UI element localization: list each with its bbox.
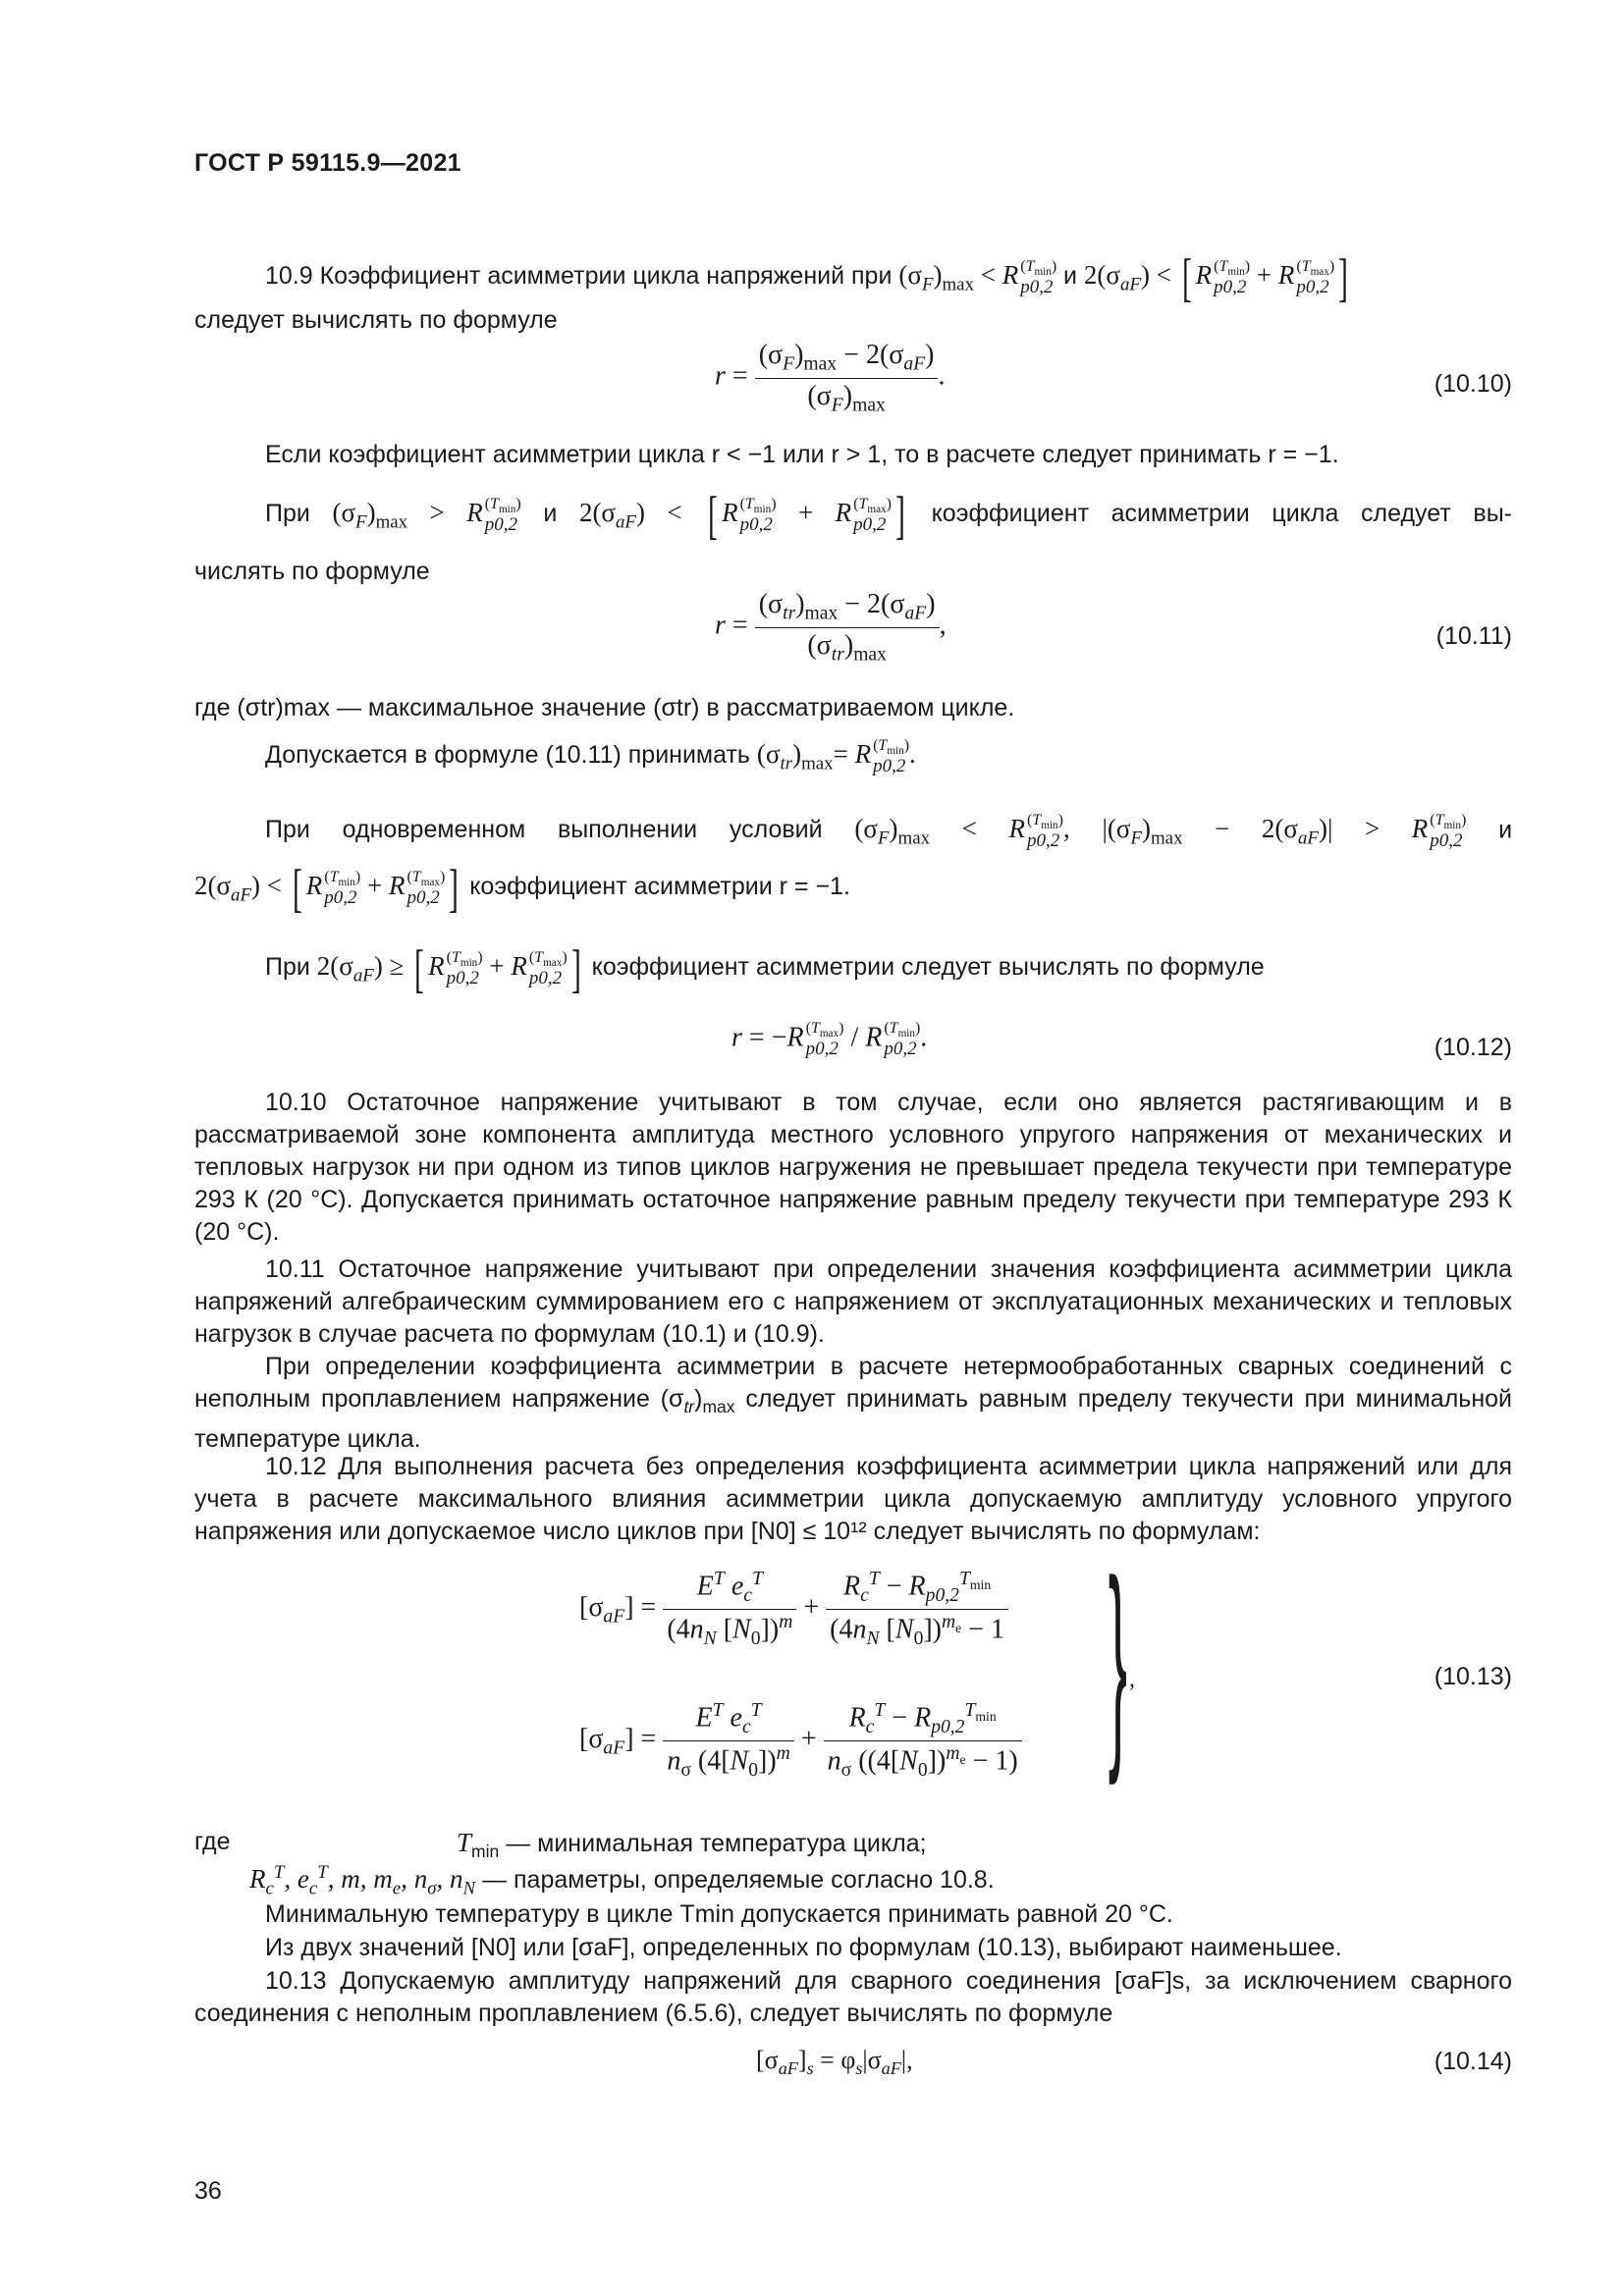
equation-number-10-12: (10.12) <box>1434 1034 1512 1061</box>
where-params: $R_c^T$, $e_c^T$, m, $m_e$, $n_\sigma$, $n_N$ — параметры, определяемые согласно 10.8. <box>249 1862 995 1899</box>
para-10-9-line1: 10.9 Коэффициент асимметрии цикла напряжений при $(\sigma_F)_{max} < R$ $(T_{min})$ p0,2 и $2(\sigma_{aF})$ < [ R $(T_{min})$ p0,2 + R $(T_{max})$ p0,2 ] <box>194 251 1512 304</box>
para-10-10: 10.10 Остаточное напряжение учитывают в том случае, если оно является растягивающим и в рассматриваемой зоне компонента амплитуда местного условного упругого напряжения от механических и тепловых нагрузок ни при одном из типов циклов нагружения не превышает предела текучести при температуре 293 К (20 °С). Допускается принимать остаточное напряжение равным пределу текучести при температуре 293 К (20 °С). <box>194 1089 1512 1246</box>
equation-number-10-14: (10.14) <box>1434 2048 1512 2075</box>
equation-10-13-row2: $[\sigma_{aF}]$ = $\frac{E^T e_c^T}{n_\sigma (4[N_0])^m}$ + $\frac{R_c^T - R_{p0,2}^{T_{min}}}{n_\sigma ((4[N_0])^{m_e} - 1)}$ <box>579 1700 1022 1782</box>
para-10-12: 10.12 Для выполнения расчета без определения коэффициента асимметрии цикла напряжений или для учета в расчете максимального влияния асимметрии цикла допускаемую амплитуду условного упругого напряжения или допускаемое число циклов при [N0] ≤ 10¹² следует вычислять по формулам: <box>194 1453 1512 1545</box>
page-number: 36 <box>194 2177 222 2205</box>
para-if-r: Если коэффициент асимметрии цикла r < −1 или r > 1, то в расчете следует принимать r = −1. <box>265 441 1339 468</box>
equation-number-10-13: (10.13) <box>1434 1663 1512 1690</box>
para-when-line2: числять по формуле <box>194 558 430 585</box>
para-10-9-line2: следует вычислять по формуле <box>194 306 558 334</box>
system-comma: , <box>1129 1667 1135 1692</box>
para-simult-line2: $2(\sigma_{aF})$ < [ R $(T_{min})$ p0,2 + R $(T_{max})$ p0,2 ] коэффициент асимметрии r = −1. <box>194 859 850 918</box>
para-10-11: 10.11 Остаточное напряжение учитывают при определении значения коэффициента асимметрии цикла напряжений алгебраическим суммированием его с напряжением от эксплуатационных механических и тепловых нагрузок в случае расчета по формулам (10.1) и (10.9). <box>194 1255 1512 1348</box>
para-where-tr: где (σtr)max — максимальное значение (σtr) в рассматриваемом цикле. <box>194 694 1015 721</box>
para-when-line1: При $(\sigma_F)_{max} > R$ $(T_{min})$ p0,2 и $2(\sigma_{aF})$ < [ R $(T_{min})$ p0,2 + R $(T_{max})$ p0,2 ] коэффициент асимметрии цикла следует вы- <box>265 486 1512 545</box>
para-when2: При $2(\sigma_{aF})$ ≥ [ R $(T_{min})$ p0,2 + R $(T_{max})$ p0,2 ] коэффициент асимметрии следует вычислять по формуле <box>265 939 1265 998</box>
para-allowed: Допускается в формуле (10.11) принимать $(\sigma_{tr})_{max}= R$ $(T_{min})$ p0,2 . <box>265 737 916 777</box>
equation-10-10: r = $\frac{(\sigma_F)_{max} - 2(\sigma_{aF})}{(\sigma_F)_{max}}$ . <box>715 340 946 416</box>
document-header: ГОСТ Р 59115.9—2021 <box>194 149 461 177</box>
para-min-temp: Минимальную температуру в цикле Tmin допускается принимать равной 20 °С. <box>265 1900 1173 1928</box>
cond-sigmaF-lt-R: $(\sigma_F)_{max} < R$ $(T_{min})$ p0,2 <box>898 257 1057 298</box>
para-10-11-b: При определении коэффициента асимметрии в расчете нетермообработанных сварных соединений с неполным проплавлением напряжение $(\sigma_{tr})_{max}$ следует принимать равным пределу текучести при минимальной температуре цикла. <box>194 1353 1512 1453</box>
where-label: где <box>194 1828 231 1855</box>
system-right-brace: } <box>1108 1533 1128 1786</box>
para-10-13: 10.13 Допускаемую амплитуду напряжений для сварного соединения [σaF]s, за исключением сварного соединения с неполным проплавлением (6.5.6), следует вычислять по формуле <box>194 1967 1512 2027</box>
equation-10-14: $[\sigma_{aF}]_s = \varphi_s|\sigma_{aF}|$, <box>756 2046 913 2079</box>
where-tmin: $T_{min}$ — минимальная температура цикла; <box>457 1828 927 1861</box>
equation-10-12: r = −R $(T_{max})$ p0,2 / R $(T_{min})$ p0,2 . <box>731 1020 928 1060</box>
equation-10-11: r = $\frac{(\sigma_{tr})_{max} - 2(\sigma_{aF})}{(\sigma_{tr})_{max}}$ , <box>715 589 947 666</box>
cond-2sigma-aF: $2(\sigma_{aF})$ < [ R $(T_{min})$ p0,2 + R $(T_{max})$ p0,2 ] <box>1083 248 1349 307</box>
equation-10-13-row1: $[\sigma_{aF}]$ = $\frac{E^T e_c^T}{(4n_N [N_0])^m}$ + $\frac{R_c^T - R_{p0,2}^{T_{min}}}{(4n_N [N_0])^{m_e} - 1}$ <box>579 1569 1008 1650</box>
equation-number-10-10: (10.10) <box>1434 370 1512 398</box>
equation-number-10-11: (10.11) <box>1435 622 1512 650</box>
para-simult-line1: При одновременном выполнении условий $(\sigma_F)_{max} < R$ $(T_{min})$ p0,2 , $|(\sigma_F)_{max} - 2(\sigma_{aF})| > R$ $(T_{min})$ p0,2 и <box>265 812 1513 852</box>
para-two-values: Из двух значений [N0] или [σaF], определенных по формулам (10.13), выбирают наименьшее. <box>265 1934 1342 1961</box>
